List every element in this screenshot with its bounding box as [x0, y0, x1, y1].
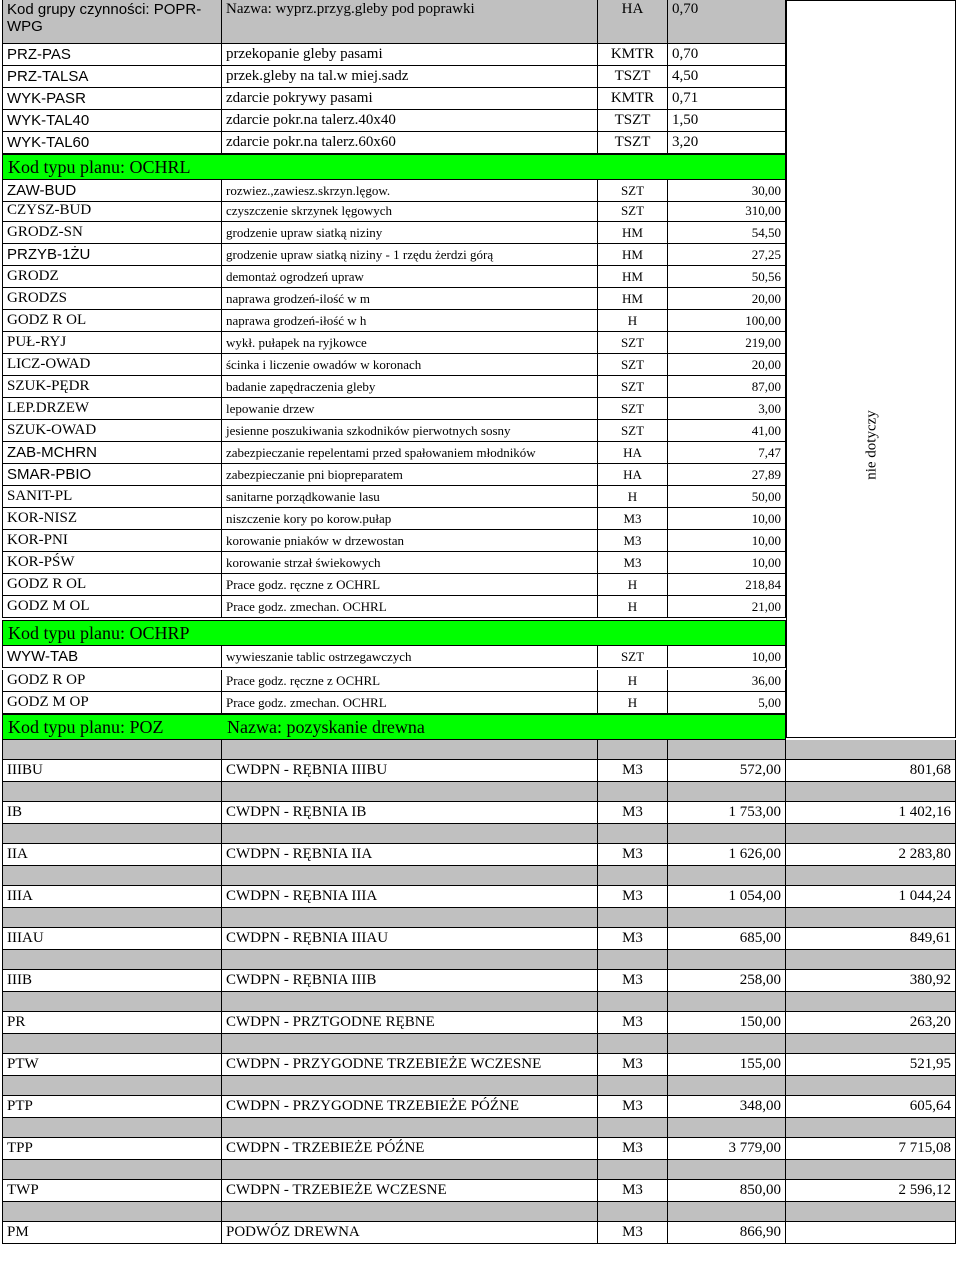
activity-value-2: 801,68	[786, 760, 956, 782]
activity-value: 1 753,00	[668, 802, 786, 824]
group-header-row	[2, 0, 786, 44]
table-row	[2, 1138, 956, 1160]
activity-description: zabezpieczanie pni biopreparatem	[222, 464, 598, 486]
activity-unit: M3	[598, 802, 668, 824]
spacer-cell	[786, 950, 956, 970]
spacer-cell	[786, 782, 956, 802]
activity-unit: SZT	[598, 398, 668, 420]
table-row	[2, 1054, 956, 1076]
activity-unit: SZT	[598, 646, 668, 668]
spacer-cell	[2, 1034, 222, 1054]
activity-unit: HM	[598, 266, 668, 288]
spacer-cell	[222, 782, 598, 802]
activity-value: 0,71	[668, 88, 786, 110]
not-applicable-column	[786, 0, 956, 738]
spacer-cell	[598, 950, 668, 970]
activity-code: IB	[2, 802, 222, 824]
spacer-row	[2, 824, 956, 844]
table-row	[2, 376, 786, 398]
activity-value-2: 521,95	[786, 1054, 956, 1076]
spacer-cell	[222, 1118, 598, 1138]
spacer-row	[2, 992, 956, 1012]
activity-code: PTP	[2, 1096, 222, 1118]
activity-value: 1 626,00	[668, 844, 786, 866]
activity-description: zdarcie pokr.na talerz.40x40	[222, 110, 598, 132]
table-row	[2, 844, 956, 866]
activity-code: WYK-TAL60	[2, 132, 222, 154]
plan-type-code: Kod typu planu: OCHRL	[8, 156, 191, 177]
spacer-cell	[786, 1076, 956, 1096]
activity-description: naprawa grodzeń-ilość w m	[222, 288, 598, 310]
spacer-row	[2, 1160, 956, 1180]
activity-unit: M3	[598, 1012, 668, 1034]
plan-type-poz-band	[2, 714, 786, 740]
activity-description: niszczenie kory po korow.pułap	[222, 508, 598, 530]
spacer-cell	[222, 1034, 598, 1054]
activity-code: CZYSZ-BUD	[2, 200, 222, 222]
activity-code: KOR-PNI	[2, 530, 222, 552]
activity-value: 100,00	[668, 310, 786, 332]
activity-unit: M3	[598, 552, 668, 574]
table-row	[2, 760, 956, 782]
table-row	[2, 970, 956, 992]
activity-unit: M3	[598, 530, 668, 552]
spacer-row	[2, 866, 956, 886]
activity-unit: HA	[598, 464, 668, 486]
activity-code: PM	[2, 1222, 222, 1244]
plan-type-code: Kod typu planu: POZ	[8, 716, 164, 737]
plan-type-name: Nazwa: pozyskanie drewna	[227, 716, 425, 737]
activity-code: KOR-PŚW	[2, 552, 222, 574]
activity-code: ZAW-BUD	[2, 180, 222, 202]
activity-unit: M3	[598, 760, 668, 782]
activity-description: przekopanie gleby pasami	[222, 44, 598, 66]
activity-value-2: 1 402,16	[786, 802, 956, 824]
spacer-cell	[2, 866, 222, 886]
spacer-cell	[2, 824, 222, 844]
table-row	[2, 886, 956, 908]
activity-code: WYK-PASR	[2, 88, 222, 110]
activity-value: 5,00	[668, 692, 786, 714]
table-row	[2, 928, 956, 950]
spacer-cell	[668, 992, 786, 1012]
activity-code: GRODZ-SN	[2, 222, 222, 244]
activity-value-2: 380,92	[786, 970, 956, 992]
plan-type-code: Kod typu planu: OCHRP	[8, 622, 190, 643]
activity-code: PRZYB-1ŻU	[2, 244, 222, 266]
activity-code: IIA	[2, 844, 222, 866]
activity-value: 27,89	[668, 464, 786, 486]
group-name-label: Nazwa: wyprz.przyg.gleby pod poprawki	[222, 0, 598, 44]
activity-description: demontaż ogrodzeń upraw	[222, 266, 598, 288]
activity-description: CWDPN - TRZEBIEŻE WCZESNE	[222, 1180, 598, 1202]
activity-unit: TSZT	[598, 66, 668, 88]
activity-code: TWP	[2, 1180, 222, 1202]
activity-value-2: 2 283,80	[786, 844, 956, 866]
activity-value: 54,50	[668, 222, 786, 244]
table-row	[2, 692, 786, 714]
activity-code: GODZ M OL	[2, 596, 222, 618]
spacer-cell	[668, 824, 786, 844]
table-row	[2, 66, 786, 88]
activity-description: PODWÓZ DREWNA	[222, 1222, 598, 1244]
activity-value: 310,00	[668, 200, 786, 222]
table-row	[2, 88, 786, 110]
activity-description: CWDPN - RĘBNIA IIIBU	[222, 760, 598, 782]
spacer-cell	[786, 866, 956, 886]
activity-unit: KMTR	[598, 44, 668, 66]
spacer-cell	[2, 950, 222, 970]
activity-description: CWDPN - RĘBNIA IIIB	[222, 970, 598, 992]
activity-code: GODZ R OL	[2, 574, 222, 596]
activity-value: 0,70	[668, 44, 786, 66]
activity-description: Prace godz. zmechan. OCHRL	[222, 692, 598, 714]
spacer-cell	[598, 1034, 668, 1054]
spacer-cell	[668, 1160, 786, 1180]
activity-value-2: 2 596,12	[786, 1180, 956, 1202]
activity-code: GRODZS	[2, 288, 222, 310]
activity-code: LICZ-OWAD	[2, 354, 222, 376]
activity-unit: SZT	[598, 200, 668, 222]
activity-code: GODZ R OL	[2, 310, 222, 332]
activity-value: 30,00	[668, 180, 786, 202]
activity-unit: SZT	[598, 376, 668, 398]
activity-value: 41,00	[668, 420, 786, 442]
spacer-cell	[598, 1076, 668, 1096]
activity-unit: SZT	[598, 420, 668, 442]
activity-unit: TSZT	[598, 132, 668, 154]
activity-value: 1 054,00	[668, 886, 786, 908]
activity-code: SZUK-PĘDR	[2, 376, 222, 398]
activity-unit: M3	[598, 844, 668, 866]
activity-description: rozwiez.,zawiesz.skrzyn.lęgow.	[222, 180, 598, 202]
spacer-cell	[598, 992, 668, 1012]
activity-value: 50,00	[668, 486, 786, 508]
activity-description: CWDPN - RĘBNIA IIIAU	[222, 928, 598, 950]
table-row	[2, 552, 786, 574]
activity-unit: M3	[598, 1222, 668, 1244]
table-row	[2, 1012, 956, 1034]
plan-type-ochrl-band	[2, 154, 786, 180]
activity-value: 1,50	[668, 110, 786, 132]
activity-unit: HM	[598, 288, 668, 310]
spacer-cell	[598, 908, 668, 928]
activity-value: 20,00	[668, 354, 786, 376]
table-row	[2, 486, 786, 508]
table-row	[2, 670, 786, 692]
spacer-row	[2, 1076, 956, 1096]
activity-code: GRODZ	[2, 266, 222, 288]
activity-description: CWDPN - RĘBNIA IIA	[222, 844, 598, 866]
activity-code: GODZ M OP	[2, 692, 222, 714]
spacer-cell	[222, 950, 598, 970]
activity-unit: H	[598, 692, 668, 714]
table-row	[2, 646, 786, 668]
activity-unit: M3	[598, 1138, 668, 1160]
activity-value: 36,00	[668, 670, 786, 692]
activity-unit: H	[598, 486, 668, 508]
activity-description: Prace godz. ręczne z OCHRL	[222, 574, 598, 596]
table-row	[2, 266, 786, 288]
group-code-label: Kod grupy czynności: POPR-WPG	[2, 0, 222, 44]
activity-code: PRZ-TALSA	[2, 66, 222, 88]
spacer-cell	[598, 866, 668, 886]
spacer-cell	[222, 992, 598, 1012]
activity-value-2: 849,61	[786, 928, 956, 950]
table-row	[2, 802, 956, 824]
spacer-cell	[2, 1160, 222, 1180]
spacer-cell	[668, 1118, 786, 1138]
activity-description: sanitarne porządkowanie lasu	[222, 486, 598, 508]
activity-value: 572,00	[668, 760, 786, 782]
spacer-cell	[598, 1202, 668, 1222]
spacer-cell	[668, 740, 786, 760]
activity-description: CWDPN - PRZTGODNE RĘBNE	[222, 1012, 598, 1034]
spacer-cell	[2, 1076, 222, 1096]
activity-unit: HM	[598, 222, 668, 244]
table-row	[2, 574, 786, 596]
spacer-cell	[598, 782, 668, 802]
spacer-cell	[2, 908, 222, 928]
activity-code: IIIAU	[2, 928, 222, 950]
table-row	[2, 596, 786, 618]
activity-description: wykł. pułapek na ryjkowce	[222, 332, 598, 354]
activity-unit: M3	[598, 886, 668, 908]
activity-value: 87,00	[668, 376, 786, 398]
activity-value: 10,00	[668, 530, 786, 552]
spacer-cell	[2, 740, 222, 760]
table-row	[2, 354, 786, 376]
table-row	[2, 442, 786, 464]
activity-value: 27,25	[668, 244, 786, 266]
activity-value: 150,00	[668, 1012, 786, 1034]
activity-value: 3,20	[668, 132, 786, 154]
spacer-cell	[2, 782, 222, 802]
activity-description: CWDPN - PRZYGODNE TRZEBIEŻE PÓŹNE	[222, 1096, 598, 1118]
spacer-row	[2, 740, 956, 760]
activity-value: 219,00	[668, 332, 786, 354]
activity-unit: HM	[598, 244, 668, 266]
group-unit: HA	[598, 0, 668, 44]
spacer-cell	[668, 1202, 786, 1222]
spacer-cell	[668, 950, 786, 970]
activity-unit: SZT	[598, 180, 668, 202]
spacer-cell	[786, 1160, 956, 1180]
activity-description: zabezpieczanie repelentami przed spałowaniem młodników	[222, 442, 598, 464]
activity-value: 7,47	[668, 442, 786, 464]
activity-code: IIIA	[2, 886, 222, 908]
table-row	[2, 1096, 956, 1118]
activity-code: WYW-TAB	[2, 646, 222, 668]
activity-description: korowanie pniaków w drzewostan	[222, 530, 598, 552]
activity-code: WYK-TAL40	[2, 110, 222, 132]
activity-value: 348,00	[668, 1096, 786, 1118]
activity-description: przek.gleby na tal.w miej.sadz	[222, 66, 598, 88]
activity-unit: M3	[598, 508, 668, 530]
activity-description: grodzenie upraw siatką niziny	[222, 222, 598, 244]
activity-unit: H	[598, 596, 668, 618]
activity-code: SMAR-PBIO	[2, 464, 222, 486]
activity-description: Prace godz. ręczne z OCHRL	[222, 670, 598, 692]
spacer-cell	[598, 740, 668, 760]
activity-code: TPP	[2, 1138, 222, 1160]
spacer-cell	[222, 866, 598, 886]
activity-value-2: 1 044,24	[786, 886, 956, 908]
spacer-row	[2, 782, 956, 802]
table-row	[2, 420, 786, 442]
activity-description: CWDPN - PRZYGODNE TRZEBIEŻE WCZESNE	[222, 1054, 598, 1076]
table-row	[2, 244, 786, 266]
activity-code: LEP.DRZEW	[2, 398, 222, 420]
spacer-cell	[222, 740, 598, 760]
activity-description: CWDPN - RĘBNIA IIIA	[222, 886, 598, 908]
spacer-cell	[786, 1202, 956, 1222]
spacer-cell	[598, 824, 668, 844]
activity-description: CWDPN - RĘBNIA IB	[222, 802, 598, 824]
activity-unit: KMTR	[598, 88, 668, 110]
activity-value: 155,00	[668, 1054, 786, 1076]
activity-code: SANIT-PL	[2, 486, 222, 508]
activity-value: 850,00	[668, 1180, 786, 1202]
activity-code: PR	[2, 1012, 222, 1034]
activity-code: SZUK-OWAD	[2, 420, 222, 442]
table-row	[2, 222, 786, 244]
spacer-row	[2, 1202, 956, 1222]
activity-unit: M3	[598, 928, 668, 950]
table-row	[2, 180, 786, 202]
activity-code: PTW	[2, 1054, 222, 1076]
spacer-cell	[222, 1076, 598, 1096]
activity-value-2: 263,20	[786, 1012, 956, 1034]
table-row	[2, 132, 786, 154]
activity-unit: TSZT	[598, 110, 668, 132]
activity-code: PUŁ-RYJ	[2, 332, 222, 354]
table-row	[2, 1180, 956, 1202]
activity-unit: M3	[598, 1180, 668, 1202]
activity-unit: M3	[598, 1096, 668, 1118]
not-applicable-label: nie dotyczy	[863, 410, 880, 480]
spacer-cell	[786, 1118, 956, 1138]
activity-description: badanie zapędraczenia gleby	[222, 376, 598, 398]
activity-value: 218,84	[668, 574, 786, 596]
spacer-cell	[786, 1034, 956, 1054]
table-row	[2, 110, 786, 132]
spacer-cell	[786, 992, 956, 1012]
spacer-cell	[786, 824, 956, 844]
spacer-cell	[668, 1076, 786, 1096]
activity-code: ZAB-MCHRN	[2, 442, 222, 464]
activity-description: zdarcie pokrywy pasami	[222, 88, 598, 110]
activity-unit: SZT	[598, 332, 668, 354]
activity-unit: H	[598, 574, 668, 596]
activity-description: zdarcie pokr.na talerz.60x60	[222, 132, 598, 154]
activity-code: IIIBU	[2, 760, 222, 782]
activity-unit: SZT	[598, 354, 668, 376]
table-row	[2, 508, 786, 530]
spacer-cell	[2, 992, 222, 1012]
activity-value: 10,00	[668, 508, 786, 530]
activity-value: 3,00	[668, 398, 786, 420]
spacer-row	[2, 950, 956, 970]
activity-code: IIIB	[2, 970, 222, 992]
table-row	[2, 200, 786, 222]
activity-unit: H	[598, 310, 668, 332]
activity-description: lepowanie drzew	[222, 398, 598, 420]
activity-value: 21,00	[668, 596, 786, 618]
table-row	[2, 288, 786, 310]
activity-value: 20,00	[668, 288, 786, 310]
activity-unit: HA	[598, 442, 668, 464]
spacer-cell	[668, 908, 786, 928]
activity-description: wywieszanie tablic ostrzegawczych	[222, 646, 598, 668]
activity-value: 258,00	[668, 970, 786, 992]
table-row	[2, 332, 786, 354]
activity-value: 866,90	[668, 1222, 786, 1244]
spacer-cell	[2, 1118, 222, 1138]
spacer-cell	[786, 740, 956, 760]
group-value: 0,70	[668, 0, 786, 44]
activity-code: PRZ-PAS	[2, 44, 222, 66]
activity-value: 3 779,00	[668, 1138, 786, 1160]
activity-description: korowanie strzał świekowych	[222, 552, 598, 574]
spacer-row	[2, 1118, 956, 1138]
spacer-cell	[2, 1202, 222, 1222]
spacer-cell	[222, 908, 598, 928]
activity-value: 10,00	[668, 646, 786, 668]
activity-description: czyszczenie skrzynek lęgowych	[222, 200, 598, 222]
spacer-cell	[668, 782, 786, 802]
spacer-cell	[222, 1160, 598, 1180]
table-row	[2, 464, 786, 486]
activity-code: KOR-NISZ	[2, 508, 222, 530]
activity-unit: M3	[598, 970, 668, 992]
spacer-row	[2, 1034, 956, 1054]
activity-unit: H	[598, 670, 668, 692]
activity-description: jesienne poszukiwania szkodników pierwotnych sosny	[222, 420, 598, 442]
table-row	[2, 44, 786, 66]
spacer-cell	[786, 908, 956, 928]
spacer-cell	[668, 1034, 786, 1054]
activity-value-2: 7 715,08	[786, 1138, 956, 1160]
spacer-cell	[222, 824, 598, 844]
spacer-cell	[598, 1160, 668, 1180]
spacer-cell	[598, 1118, 668, 1138]
activity-value: 4,50	[668, 66, 786, 88]
activity-value-2: 605,64	[786, 1096, 956, 1118]
spacer-cell	[668, 866, 786, 886]
activity-value: 10,00	[668, 552, 786, 574]
activity-unit: M3	[598, 1054, 668, 1076]
table-row	[2, 398, 786, 420]
activity-description: grodzenie upraw siatką niziny - 1 rzędu żerdzi górą	[222, 244, 598, 266]
activity-description: ścinka i liczenie owadów w koronach	[222, 354, 598, 376]
activity-code: GODZ R OP	[2, 670, 222, 692]
spacer-cell	[222, 1202, 598, 1222]
spacer-row	[2, 908, 956, 928]
table-row	[2, 1222, 956, 1244]
activity-description: CWDPN - TRZEBIEŻE PÓŹNE	[222, 1138, 598, 1160]
activity-value: 50,56	[668, 266, 786, 288]
table-row	[2, 310, 786, 332]
activity-value-2	[786, 1222, 956, 1244]
activity-description: Prace godz. zmechan. OCHRL	[222, 596, 598, 618]
table-row	[2, 530, 786, 552]
activity-value: 685,00	[668, 928, 786, 950]
plan-type-ochrp-band	[2, 620, 786, 646]
activity-description: naprawa grodzeń-iłość w h	[222, 310, 598, 332]
